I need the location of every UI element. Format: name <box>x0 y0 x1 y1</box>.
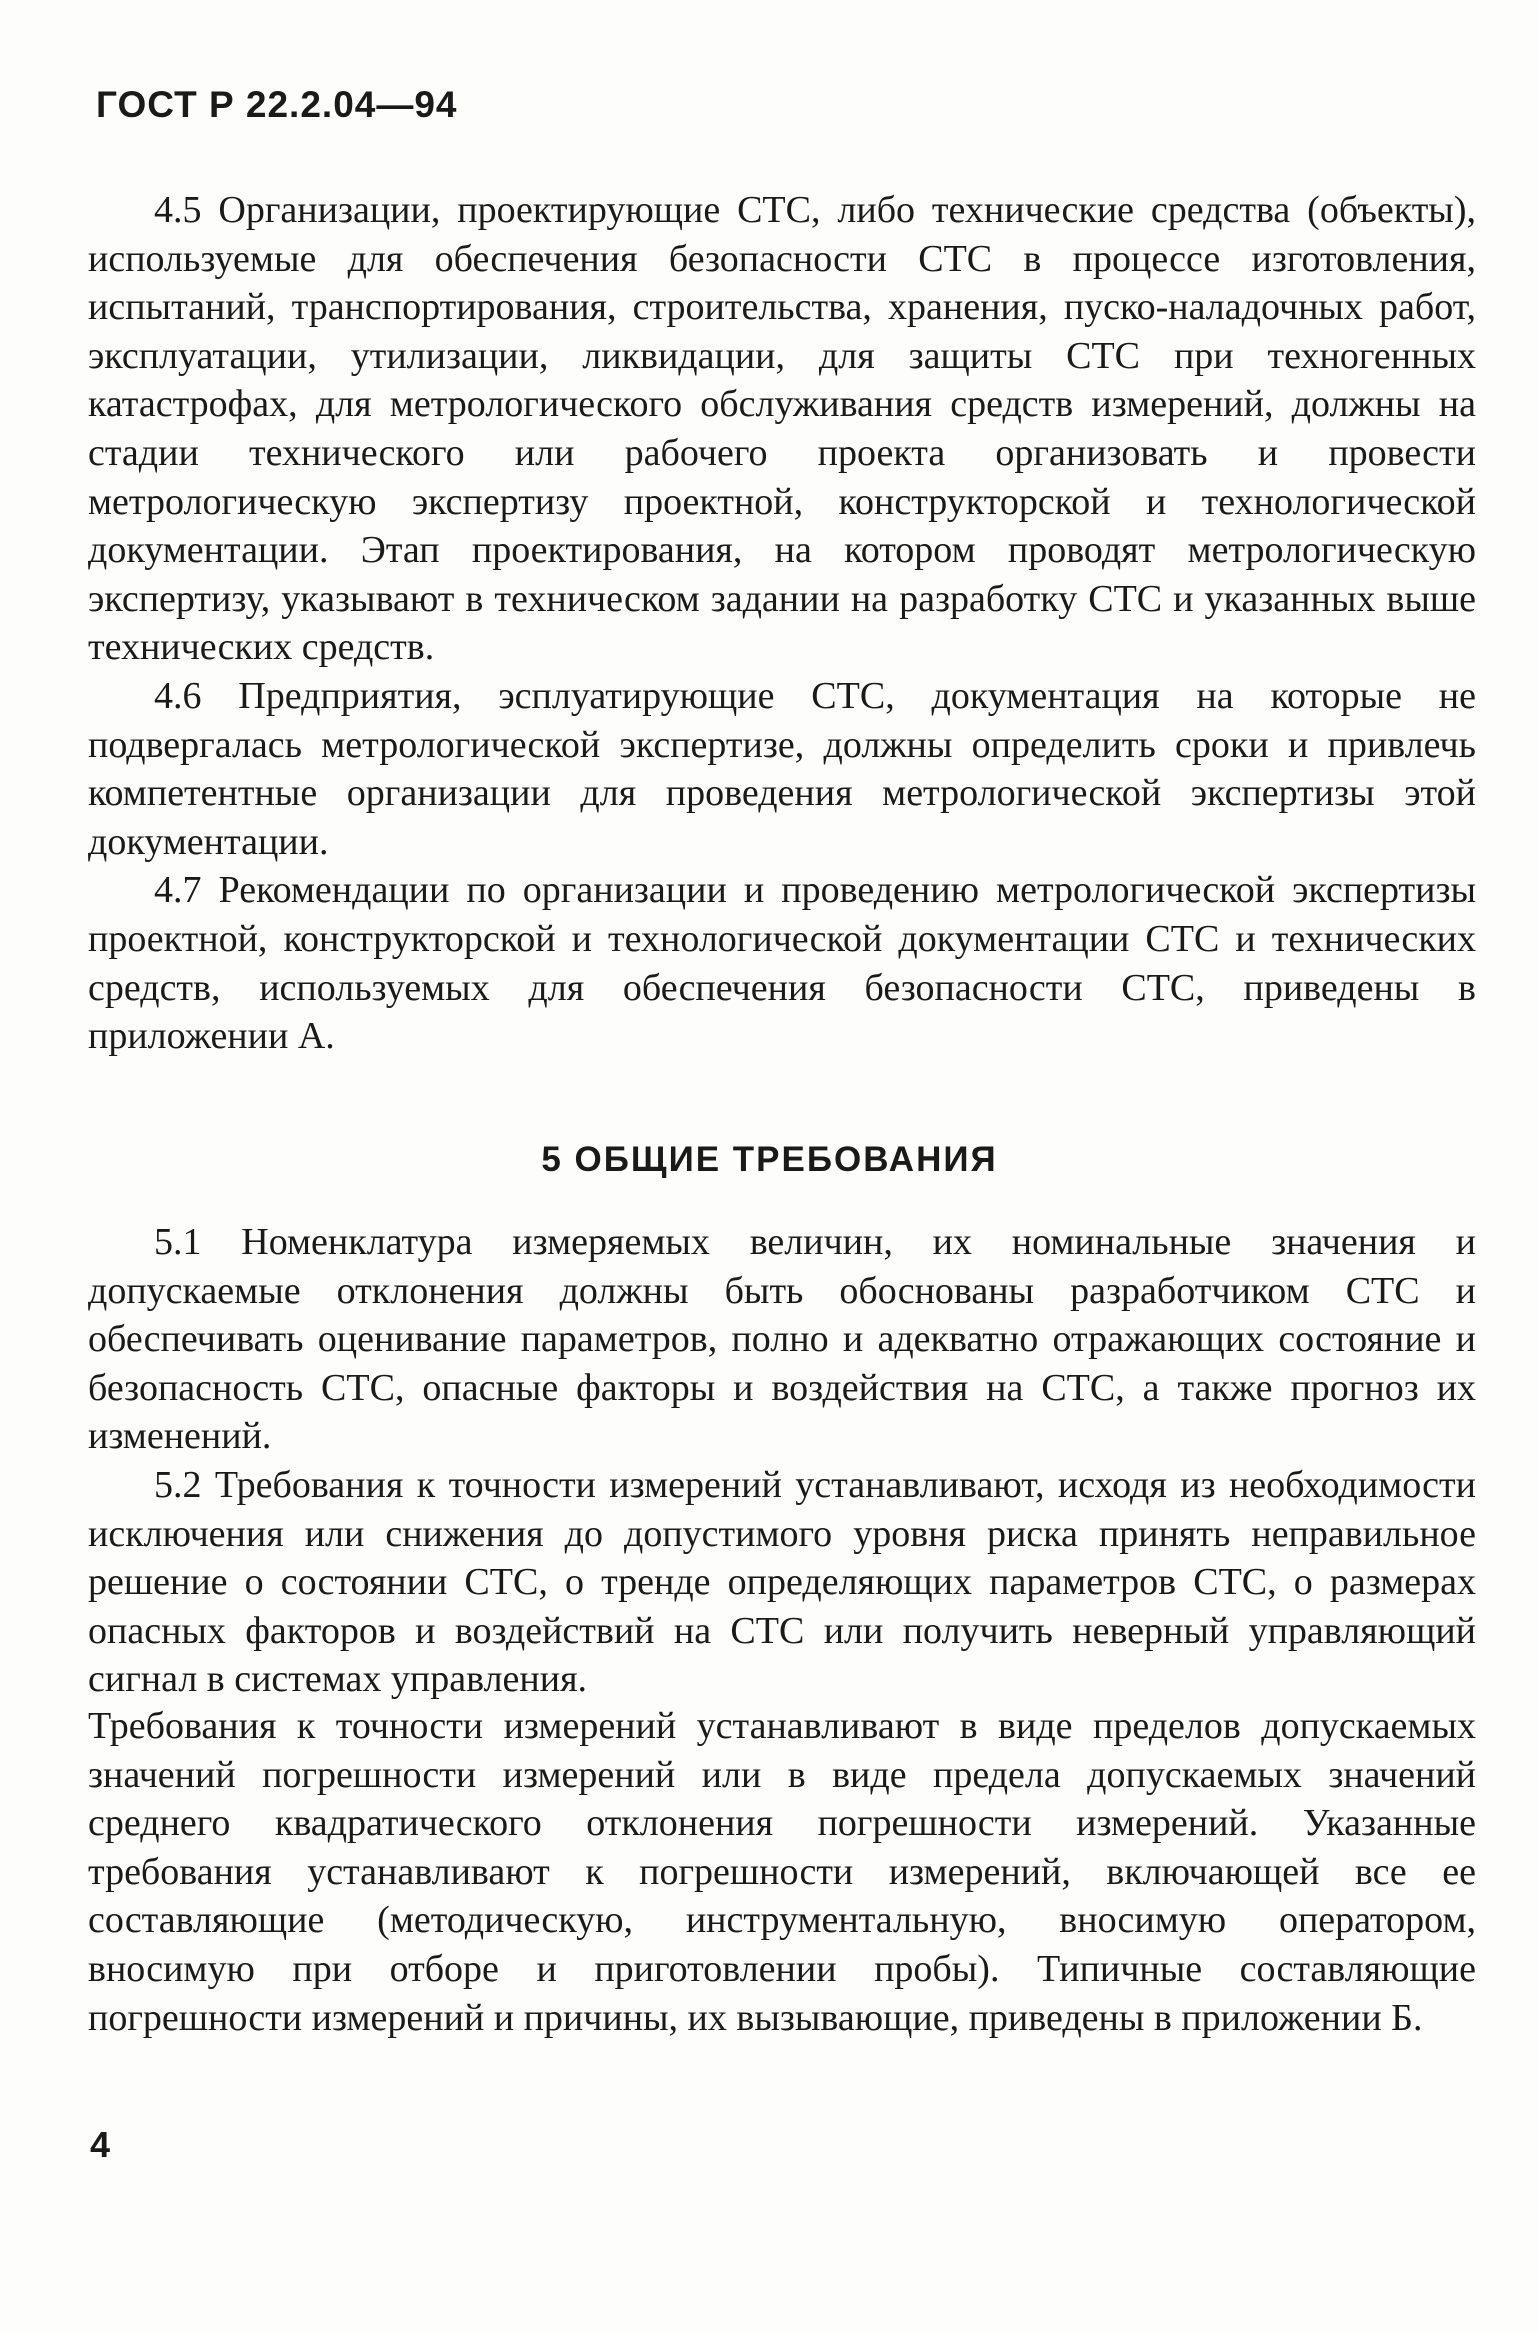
paragraph-4-7: 4.7 Рекомендации по организации и проведению метрологической экспертизы проектной, конструкторской и технологической документации СТС и технических средств, используемых для обеспечения безопасности СТС, приведены в приложении А. <box>88 869 1476 1058</box>
paragraph-5-1: 5.1 Номенклатура измеряемых величин, их номинальные значения и допускаемые отклонения должны быть обоснованы разработчиком СТС и обеспечивать оценивание параметров, полно и адекватно отражающих состояние и безопасность СТС, опасные факторы и воздействия на СТС, а также прогноз их изменений. <box>88 1221 1476 1458</box>
section-5-text <box>88 1218 1476 1704</box>
paragraph-4-5: 4.5 Организации, проектирующие СТС, либо технические средства (объекты), используемые для обеспечения безопасности СТС в процессе изготовления, испытаний, транспортирования, строительства, хранения, пуско-наладочных работ, эксплуатации, утилизации, ликвидации, для защиты СТС при техногенных катастрофах, для метрологического обслуживания средств измерений, должны на стадии технического или рабочего проекта организовать и провести метрологическую экспертизу проектной, конструкторской и технологической документации. Этап проектирования, на котором проводят метрологическую экспертизу, указывают в техническом задании на разработку СТС и указанных выше технических средств. <box>88 189 1476 669</box>
paragraph-5-2-continuation: Требования к точности измерений устанавливают в виде пределов допускаемых значений погрешности измерений или в виде предела допускаемых значений среднего квадратического отклонения погрешности измерений. Указанные требования устанавливают к погрешности измерений, включающей все ее составляющие (методическую, инструментальную, вносимую оператором, вносимую при отборе и приготовлении пробы). Типичные составляющие погрешности измерений и причины, их вызывающие, приведены в приложении Б. <box>88 1705 1476 2039</box>
section-4-text <box>88 186 1476 1061</box>
section-5-title: 5 ОБЩИЕ ТРЕБОВАНИЯ <box>541 1140 998 1179</box>
standard-code-header: ГОСТ Р 22.2.04—94 <box>96 84 458 125</box>
page-number: 4 <box>90 2124 111 2165</box>
section-5-continuation <box>88 1702 1476 2042</box>
paragraph-4-6: 4.6 Предприятия, эсплуатирующие СТС, документация на которые не подвергалась метрологической экспертизе, должны определить сроки и привлечь компетентные организации для проведения метрологической экспертизы этой документации. <box>88 674 1476 863</box>
paragraph-5-2: 5.2 Требования к точности измерений устанавливают, исходя из необходимости исключения или снижения до допустимого уровня риска принять неправильное решение о состоянии СТС, о тренде определяющих параметров СТС, о размерах опасных факторов и воздействий на СТС или получить неверный управляющий сигнал в системах управления. <box>88 1463 1476 1701</box>
